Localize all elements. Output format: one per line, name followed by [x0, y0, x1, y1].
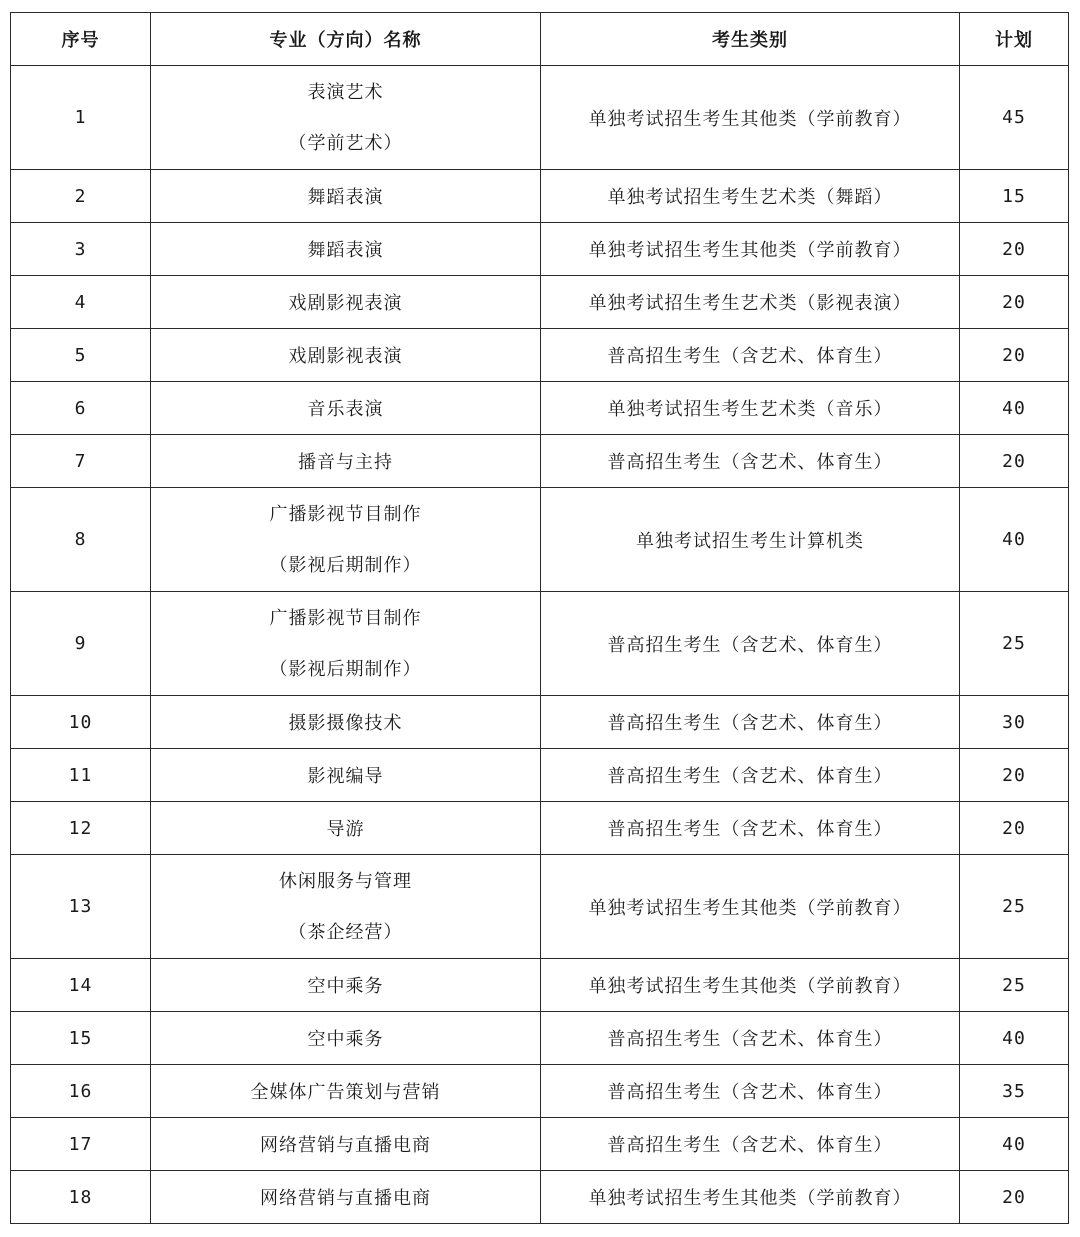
row-major: [151, 488, 541, 592]
row-type: 单独考试招生考生艺术类（影视表演）: [541, 276, 960, 329]
row-type: 单独考试招生考生艺术类（舞蹈）: [541, 170, 960, 223]
table-row: [11, 1118, 1069, 1171]
row-type: 普高招生考生（含艺术、体育生）: [541, 696, 960, 749]
row-major: 空中乘务: [151, 959, 541, 1012]
row-no: 18: [11, 1171, 151, 1224]
table-row: [11, 855, 1069, 959]
row-no: 16: [11, 1065, 151, 1118]
row-plan: 40: [960, 488, 1069, 592]
row-type: 普高招生考生（含艺术、体育生）: [541, 1118, 960, 1171]
header-major: 专业（方向）名称: [151, 13, 541, 66]
row-major-name: 休闲服务与管理: [279, 870, 412, 892]
row-plan: 35: [960, 1065, 1069, 1118]
row-major-direction: （茶企经营）: [288, 921, 403, 943]
row-type: 单独考试招生考生其他类（学前教育）: [541, 1171, 960, 1224]
row-no: 2: [11, 170, 151, 223]
row-type: 普高招生考生（含艺术、体育生）: [541, 802, 960, 855]
header-no: 序号: [11, 13, 151, 66]
row-plan: 25: [960, 959, 1069, 1012]
row-type: 单独考试招生考生其他类（学前教育）: [541, 855, 960, 959]
row-type: 单独考试招生考生计算机类: [541, 488, 960, 592]
row-major: 全媒体广告策划与营销: [151, 1065, 541, 1118]
row-type: 普高招生考生（含艺术、体育生）: [541, 1012, 960, 1065]
row-major-name: 广播影视节目制作: [269, 607, 422, 629]
row-major-direction: （学前艺术）: [288, 132, 403, 154]
row-no: 14: [11, 959, 151, 1012]
table-row: [11, 696, 1069, 749]
row-major: 戏剧影视表演: [151, 329, 541, 382]
row-no: 3: [11, 223, 151, 276]
row-major: 影视编导: [151, 749, 541, 802]
table-row: [11, 223, 1069, 276]
row-no: 6: [11, 382, 151, 435]
row-plan: 15: [960, 170, 1069, 223]
row-no: 4: [11, 276, 151, 329]
row-plan: 40: [960, 382, 1069, 435]
row-major: 音乐表演: [151, 382, 541, 435]
row-major: 舞蹈表演: [151, 223, 541, 276]
row-no: 12: [11, 802, 151, 855]
row-no: 15: [11, 1012, 151, 1065]
table-row: [11, 1171, 1069, 1224]
header-type: 考生类别: [541, 13, 960, 66]
table-row: [11, 1065, 1069, 1118]
row-no: 5: [11, 329, 151, 382]
row-major-direction: （影视后期制作）: [269, 658, 422, 680]
row-type: 普高招生考生（含艺术、体育生）: [541, 1065, 960, 1118]
row-no: 11: [11, 749, 151, 802]
row-major: [151, 855, 541, 959]
row-no: 13: [11, 855, 151, 959]
row-type: 单独考试招生考生其他类（学前教育）: [541, 66, 960, 170]
row-type: 普高招生考生（含艺术、体育生）: [541, 592, 960, 696]
row-major-direction: （影视后期制作）: [269, 554, 422, 576]
row-plan: 25: [960, 592, 1069, 696]
row-plan: 45: [960, 66, 1069, 170]
row-no: 9: [11, 592, 151, 696]
row-no: 17: [11, 1118, 151, 1171]
row-no: 10: [11, 696, 151, 749]
row-type: 单独考试招生考生艺术类（音乐）: [541, 382, 960, 435]
table-row: [11, 382, 1069, 435]
row-no: 7: [11, 435, 151, 488]
row-plan: 20: [960, 435, 1069, 488]
table-row: [11, 329, 1069, 382]
row-major: [151, 592, 541, 696]
row-major: 舞蹈表演: [151, 170, 541, 223]
row-major: 网络营销与直播电商: [151, 1118, 541, 1171]
table-row: [11, 488, 1069, 592]
row-type: 普高招生考生（含艺术、体育生）: [541, 329, 960, 382]
row-plan: 20: [960, 1171, 1069, 1224]
row-type: 普高招生考生（含艺术、体育生）: [541, 749, 960, 802]
row-plan: 40: [960, 1118, 1069, 1171]
row-plan: 40: [960, 1012, 1069, 1065]
table-row: [11, 959, 1069, 1012]
row-type: 单独考试招生考生其他类（学前教育）: [541, 959, 960, 1012]
row-plan: 20: [960, 276, 1069, 329]
table-row: [11, 276, 1069, 329]
row-plan: 20: [960, 329, 1069, 382]
row-major: 戏剧影视表演: [151, 276, 541, 329]
row-type: 单独考试招生考生其他类（学前教育）: [541, 223, 960, 276]
row-no: 1: [11, 66, 151, 170]
header-plan: 计划: [960, 13, 1069, 66]
row-major: 导游: [151, 802, 541, 855]
table-row: [11, 170, 1069, 223]
table-row: [11, 802, 1069, 855]
table-row: [11, 1012, 1069, 1065]
table-row: [11, 435, 1069, 488]
row-plan: 20: [960, 802, 1069, 855]
table-row: [11, 592, 1069, 696]
row-major: 播音与主持: [151, 435, 541, 488]
row-no: 8: [11, 488, 151, 592]
table-row: [11, 749, 1069, 802]
table-row: [11, 66, 1069, 170]
row-plan: 20: [960, 223, 1069, 276]
row-type: 普高招生考生（含艺术、体育生）: [541, 435, 960, 488]
row-major: 网络营销与直播电商: [151, 1171, 541, 1224]
row-major-name: 广播影视节目制作: [269, 503, 422, 525]
enrollment-plan-table: [10, 12, 1069, 1224]
row-plan: 30: [960, 696, 1069, 749]
row-major: [151, 66, 541, 170]
row-plan: 25: [960, 855, 1069, 959]
row-major-name: 表演艺术: [307, 81, 384, 103]
header-row: [11, 13, 1069, 66]
row-major: 空中乘务: [151, 1012, 541, 1065]
row-major: 摄影摄像技术: [151, 696, 541, 749]
row-plan: 20: [960, 749, 1069, 802]
